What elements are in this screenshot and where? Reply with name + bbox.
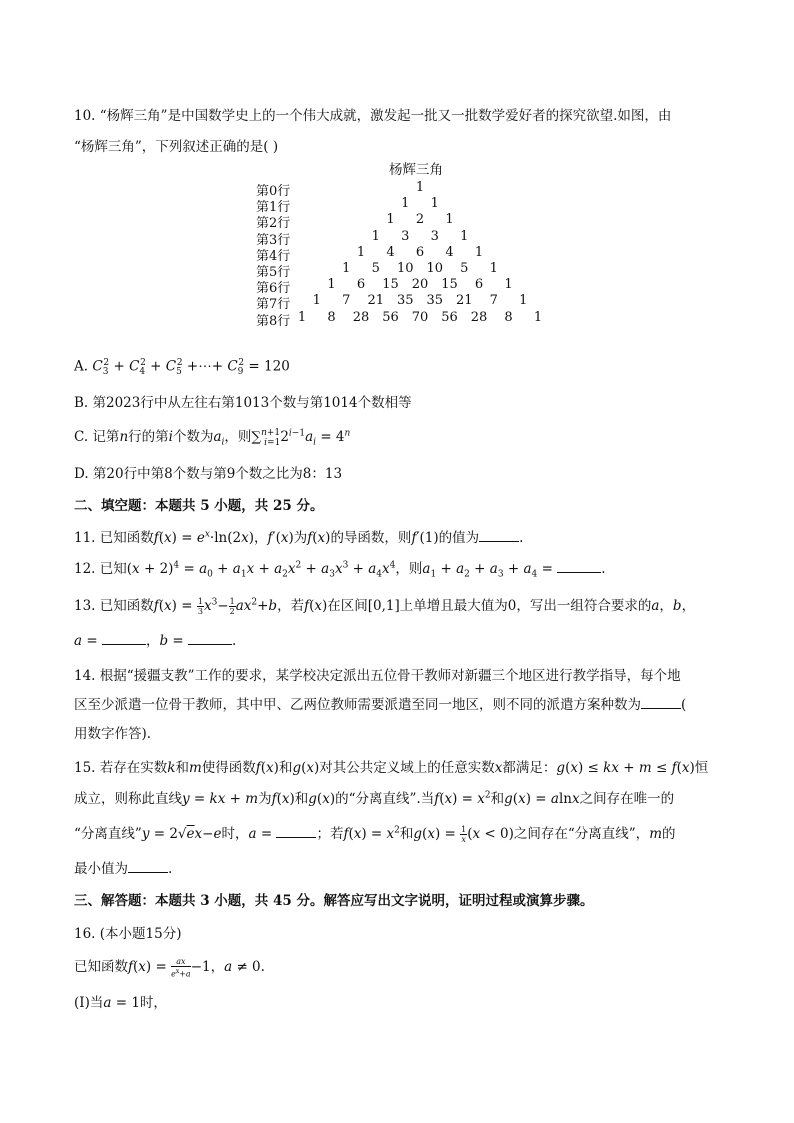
triangle-number: 28 — [470, 309, 488, 325]
q13-b-blank[interactable] — [188, 632, 232, 645]
triangle-number: 15 — [441, 277, 458, 293]
q16-stem: 已知函数f(x) = $\frac{ax}{e^x+a}$ −1，a ≠ 0. — [74, 956, 265, 979]
triangle-number: 10 — [396, 261, 414, 276]
triangle-row-label: 第8行 — [256, 313, 291, 329]
triangle-number: 56 — [382, 309, 399, 325]
triangle-number: 1 — [519, 293, 528, 309]
q10-line1: 10. “杨辉三角”是中国数学史上的一个伟大成就，激发起一批又一批数学爱好者的探究欲望.如图，由 — [74, 108, 672, 124]
q13-line1: 13. 已知函数f(x) = $\frac{1}{3}$ $x^3-$ $\frac{1}{2}$ $ax^2+b$，若f(x)在区间[0,1]上单增且最大值为0，写出一组符合要求的a，b， — [74, 597, 696, 616]
q15-line2: 成立，则称此直线y = kx + m为f(x)和g(x)的“分离直线”.当$f(x) = x^2$和g(x) = alnx之间存在唯一的 — [74, 790, 675, 807]
triangle-number: 7 — [489, 293, 498, 309]
section-2-heading: 二、填空题：本题共 5 小题，共 25 分。 — [74, 498, 324, 514]
triangle-row-label: 第6行 — [256, 281, 291, 297]
triangle-number: 1 — [342, 261, 351, 276]
triangle-number: 70 — [411, 309, 429, 325]
triangle-number: 1 — [356, 244, 366, 260]
q16-title: 16. (本小题15分) — [74, 926, 182, 942]
triangle-row-label: 第4行 — [256, 248, 291, 264]
triangle-row-label: 第0行 — [256, 184, 291, 199]
q14-line2: 区至少派遣一位骨干教师，其中甲、乙两位教师需要派遣至同一地区，则不同的派遣方案种数为 ( — [74, 697, 687, 713]
triangle-number: 1 — [415, 180, 425, 195]
triangle-number: 1 — [504, 277, 513, 293]
q14-line1: 14. 根据“援疆支教”工作的要求，某学校决定派出五位骨干教师对新疆三个地区进行教学指导，每个地 — [74, 668, 681, 684]
triangle-number: 6 — [356, 277, 366, 293]
triangle-number: 21 — [455, 293, 473, 309]
q15-line3: “分离直线”y = 2√ex−e时，a = ；若$f(x) = x^2$和g(x) = $\frac{1}{x}$ (x < 0)之间存在“分离直线”，m的 — [74, 825, 676, 844]
triangle-number: 1 — [401, 196, 410, 212]
triangle-number: 1 — [297, 309, 307, 325]
triangle-number: 35 — [396, 293, 414, 309]
triangle-number: 4 — [445, 244, 454, 260]
option-a: A. $C_3^2 + C_4^2 + C_5^2$ +⋯+ $C_9^2 = 120$ — [74, 358, 290, 378]
triangle-number: 6 — [415, 244, 425, 260]
triangle-number: 1 — [312, 293, 321, 309]
triangle-row-label: 第3行 — [256, 232, 291, 248]
triangle-number: 1 — [371, 228, 380, 244]
q15-line1: 15. 若存在实数k和m使得函数f(x)和g(x)对其公共定义域上的任意实数x都满足：g(x) ≤ kx + m ≤ f(x)恒 — [74, 760, 709, 776]
triangle-number: 5 — [371, 261, 380, 276]
triangle-number: 1 — [445, 212, 454, 228]
triangle-number: 56 — [441, 309, 458, 325]
q10-line2: “杨辉三角”，下列叙述正确的是( ) — [74, 139, 279, 155]
q15-a-blank[interactable] — [276, 825, 316, 838]
triangle-number: 28 — [352, 309, 370, 325]
triangle-row-label: 第1行 — [256, 200, 291, 216]
triangle-number: 20 — [411, 277, 429, 293]
q15-line4: 最小值为 . — [74, 861, 173, 877]
triangle-number: 1 — [474, 244, 484, 260]
triangle-number: 8 — [504, 309, 513, 325]
triangle-number: 21 — [367, 293, 385, 309]
q13-line2: a = ，b = . — [74, 633, 237, 649]
option-b: B. 第2023行中从左往右第1013个数与第1014个数相等 — [74, 395, 412, 411]
triangle-number: 7 — [342, 293, 351, 309]
q14-line3: 用数字作答). — [74, 726, 152, 742]
option-c: C. 记第n行的第i个数为$a_i$，则$\sum^{n+1}_{i=1}2^{i-1}a_i = 4^n$ — [74, 428, 351, 448]
q13-a-blank[interactable] — [102, 632, 146, 645]
triangle-row-label: 第5行 — [256, 265, 291, 280]
triangle-number: 15 — [382, 277, 399, 293]
triangle-number: 2 — [415, 212, 425, 228]
triangle-row-label: 第7行 — [256, 297, 291, 313]
triangle-number: 5 — [460, 261, 469, 276]
triangle-number: 35 — [426, 293, 444, 309]
triangle-number: 1 — [460, 228, 469, 244]
q14-answer-blank[interactable] — [641, 696, 681, 709]
q15-m-blank[interactable] — [128, 860, 168, 873]
q16-part1: (Ⅰ)当a = 1时， — [74, 995, 167, 1011]
triangle-row-label: 第2行 — [256, 216, 291, 232]
triangle-number: 10 — [426, 261, 444, 276]
q11-answer-blank[interactable] — [479, 529, 519, 542]
option-d: D. 第20行中第8个数与第9个数之比为8：13 — [74, 466, 343, 482]
q12: 12. 已知$(x + 2)^4 = a_0 + a_1x + a_2x^2 + a_3x^3 + a_4x^4$，则$a_1 + a_2 + a_3 + a_4$ = . — [74, 560, 606, 580]
section-3-heading: 三、解答题：本题共 3 小题，共 45 分。解答应写出文字说明，证明过程或演算步骤。 — [74, 893, 594, 909]
triangle-number: 1 — [489, 261, 498, 276]
triangle-number: 1 — [386, 212, 395, 228]
triangle-number: 3 — [430, 228, 439, 244]
triangle-number: 3 — [401, 228, 410, 244]
triangle-number: 1 — [327, 277, 336, 293]
q12-answer-blank[interactable] — [557, 560, 601, 573]
triangle-number: 1 — [533, 309, 543, 325]
q11: 11. 已知函数$f(x) = e^x\cdot\ln(2x)$，f′(x)为f(x)的导函数，则f′(1)的值为 . — [74, 529, 524, 546]
triangle-number: 4 — [386, 244, 395, 260]
triangle-number: 8 — [327, 309, 336, 325]
triangle-title: 杨辉三角 — [389, 162, 443, 178]
triangle-number: 6 — [474, 277, 484, 293]
triangle-number: 1 — [430, 196, 439, 212]
